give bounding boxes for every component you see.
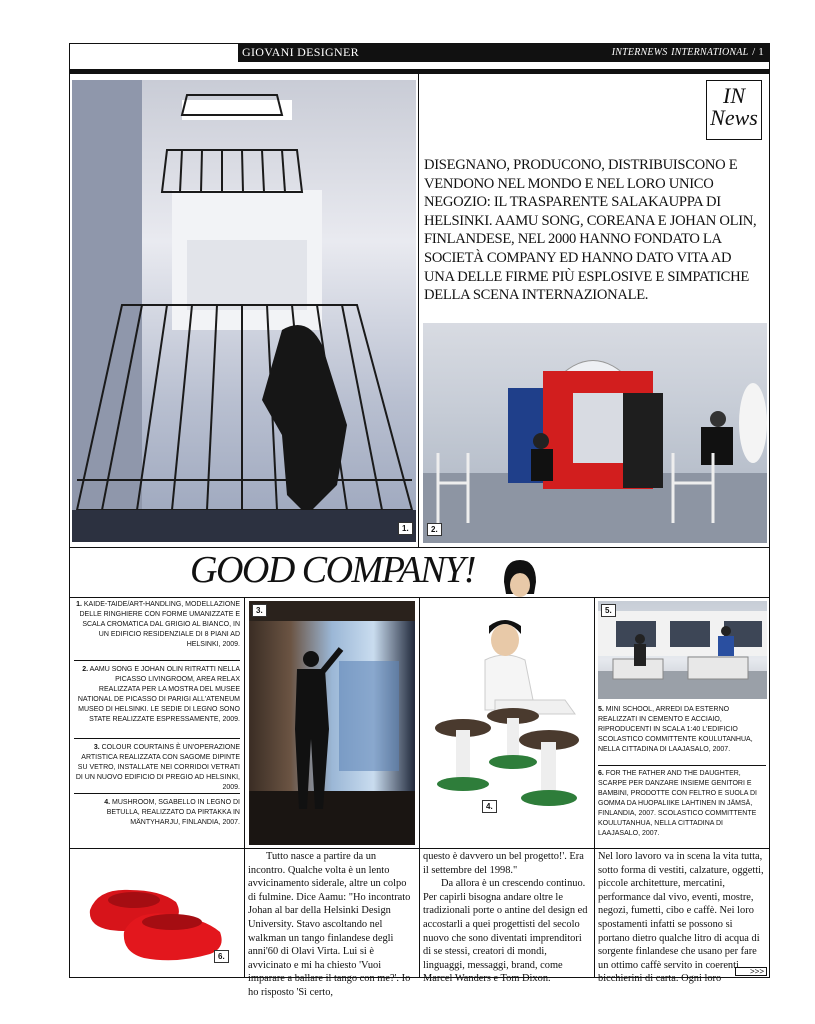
continue-arrow[interactable]: >>> [735,967,767,976]
divider [598,765,766,766]
caption-1: 1. KAIDE-TAIDE/ART-HANDLING, MODELLAZIONE DELLE RINGHIERE CON FORME UMANIZZATE E SCALA CROMATICA DAL GRIGIO AL BIANCO, IN UN EDIFICIO RESIDENZIALE DI 8 PIANI AD HELSINKI, 2009. [76,601,240,648]
divider [419,597,420,978]
photo-colour-courtains [249,601,415,845]
divider [74,660,240,661]
caption-3: 3. COLOUR COURTAINS È UN'OPERAZIONE ARTISTICA REALIZZATA CON SAGOME DIPINTE SU VETRO, INSTALLATE NEI CORRIDOI VETRATI DI UN NUOVO EDIFICIO DI PREGIO AD HELSINKI, 2009. [75,744,240,791]
photo-mushroom-stools [425,600,593,846]
photo-stairwell [72,80,416,542]
section-header-bar [238,44,770,62]
caption-6: 6. FOR THE FATHER AND THE DAUGHTER, SCARPE PER DANZARE INSIEME GENITORI E BAMBINI, PRODOTTE CON FELTRO E SUOLA DI GOMMA DA HUOPALIIKE LAHTINEN IN JÄMSÄ, FINLANDIA, 2007. SCOLASTICO COMMITTENTE KOULUTANHUA, NELLA CITTADINA DI LAAJASALO, 2007. [598,770,757,837]
divider [418,74,419,547]
divider [69,848,770,849]
photo-number-3: 3. [252,604,267,617]
caption-4: 4. MUSHROOM, SGABELLO IN LEGNO DI BETULLA, REALIZZATO DA PIRTAKKA IN MÄNTYHARJU, FINLANDIA, 2007. [104,799,240,826]
headline: GOOD COMPANY! [190,549,475,591]
divider [244,597,245,978]
header-rule [69,69,770,74]
photo-number-6: 6. [214,950,229,963]
magazine-title: internews international / 1 [611,44,764,59]
section-title: GIOVANI DESIGNER [242,45,359,59]
portrait-aamu [500,560,538,604]
body-col-3: Nel loro lavoro va in scena la vita tutta, sotto forma di vestiti, calzature, oggetti, piccole architetture, mercatini, performance dal vivo, eventi, mostre, negozi, fumetti, cibo e caffè. Nei loro spostamenti infatti se possono si portano dietro qualche litro di acqua di sorgente finlandese che usano per fare un ottimo caffè servito in coerenti bicchierini di carta. Ogni loro [598,851,764,985]
photo-livingroom [423,323,767,543]
photo-number-5: 5. [601,604,616,617]
photo-mini-school [598,601,767,699]
caption-2: 2. AAMU SONG E JOHAN OLIN RITRATTI NELLA PICASSO LIVINGROOM, AREA RELAX REALIZZATA PER LA MOSTRA DEL MUSEE NATIONAL DE PICASSO DI PARIGI ALL'ATENEUM MUSEO DI HELSINKI. LE SEDIE DI LEGNO SONO STATE REALIZZATE ESPRESSAMENTE, 2009. [77,666,240,723]
photo-number-4: 4. [482,800,497,813]
caption-5: 5. MINI SCHOOL, ARREDI DA ESTERNO REALIZZATI IN CEMENTO E ACCIAIO, RIPRODUCENTI IN SCALA 1:40 L'EDIFICIO SCOLASTICO COMMITTENTE KOULUTANHUA, NELLA CITTADINA DI LAAJASALO, 2007. [598,706,753,753]
photo-number-1: 1. [398,522,413,535]
body-col-1: Tutto nasce a partire da un incontro. Qualche volta è un lento avvicinamento siderale, altre un colpo di fulmine. Dice Aamu: "Ho incontrato Johan al bar della Helsinki Design University. Stavo ascoltando nel walkman un tango finlandese degli anni'60 di Olavi Virta. Lui si è avvicinato e mi ha chiesto 'Vuoi imparare a ballare il tango con me?'. Io ho risposto 'Sì certo, [248,851,411,998]
body-col-2: questo è davvero un bel progetto!'. Era il settembre del 1998." Da allora è un crescendo continuo. Per capirli bisogna andare oltre le tradizionali porte o antine del design ed accostarli a quei progettisti del secolo nuovo che sono diventati imprenditori di se stessi, creatori di mondi, linguaggi, messaggi, brand, come Marcel Wanders e Tom Dixon. [423,851,588,985]
lead-paragraph: DISEGNANO, PRODUCONO, DISTRIBUISCONO E VENDONO NEL MONDO E NEL LORO UNICO NEGOZIO: IL TRASPARENTE SALAKAUPPA DI HELSINKI. AAMU SONG, COREANA E JOHAN OLIN, FINLANDESE, NEL 2000 HANNO FONDATO LA SOCIETÀ COMPANY ED HANNO DATO VITA AD UNA DELLE FIRME PIÙ ESPLOSIVE E SIMPATICHE DELLA SCENA INTERNAZIONALE. [424,157,757,304]
divider [74,793,240,794]
divider [74,738,240,739]
photo-number-2: 2. [427,523,442,536]
page-number: / 1 [752,46,764,58]
divider [594,597,595,978]
photo-red-shoes [84,870,230,968]
internews-logo: IN News [706,80,762,140]
